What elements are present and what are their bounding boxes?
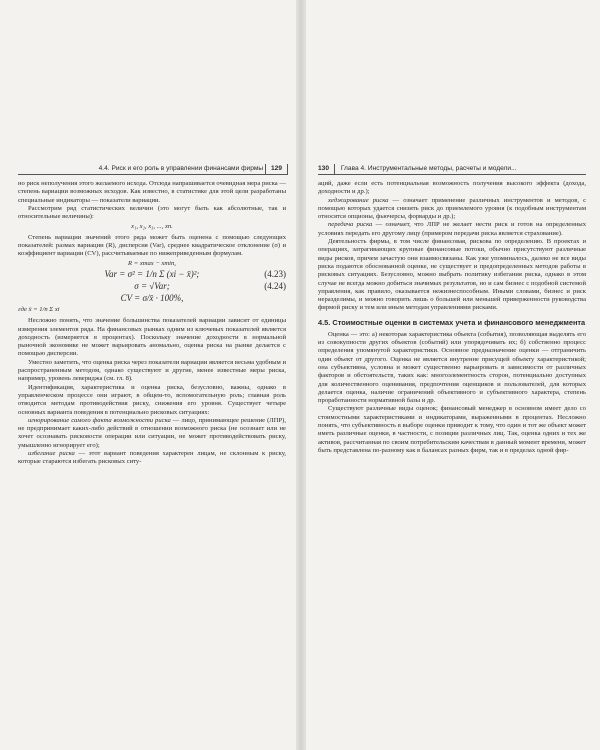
bullet-ignoring-term: игнорирование самого факта возможности риска [28, 416, 171, 424]
left-paragraph-1: но риск неполучения этого желаемого исхода. Отсюда напрашивается очевидная мера риска — степень вариации возможных исходов. Как известно, в статистике для этой цели разработаны специальные индикаторы — показатели вариации. [18, 180, 286, 204]
right-page-number: 130 [318, 164, 335, 174]
right-page-body [318, 180, 586, 455]
bullet-hedging-text: — означает применение различных инструментов и методов, с помощью которых удается снизить риск до приемлемого уровня (к подобным инструментам относятся опционы, фьючерсы, форварды и др.); [318, 196, 587, 221]
cv-formula-text: CV = σ/x̄ · 100%, [120, 292, 184, 303]
bullet-transfer-term: передача риска [328, 221, 373, 229]
cv-formula [18, 293, 286, 304]
left-page-number: 129 [265, 164, 288, 174]
left-running-header [18, 164, 288, 175]
range-formula-text: R = xmax − xmin, [128, 259, 176, 267]
right-paragraph-3: Оценка — это: а) некоторая характеристика объекта (события), позволяющая выделять его из совокупности других объектов (событий) или упорядочивать их; б) собственно процесс определения упомянутой характеристики. Основное предназначение оценки — отграничить один объект от другого. Оценка не является внутренне присущей объекту характеристикой; она субъективна, условна и может существенно варьировать в зависимости от различных факторов и обстоятельств, таких как: многоэлементность сторон, потенциально доступных для количественного оценивания, предпочтения оценщиков и пользователей, для которых делается оценка, наличие ограничений объективного и субъективного характера, степень проработанности нормативной базы и др. [318, 330, 586, 405]
left-header-title: 4.4. Риск и его роль в управлении финансами фирмы [98, 165, 264, 172]
sigma-formula-number: (4.24) [264, 280, 286, 291]
bullet-hedging-term: хеджирование риска [328, 196, 389, 204]
right-paragraph-4: Существуют различные виды оценок; финансовый менеджер в основном имеет дело со стоимостными характеристиками и индикаторами, выраженными в процентах. Несложно понять, что субъективность в выборе оценки приводит к тому, что один и тот же объект может иметь различные оценки, в частности, с позиции различных лиц. Так, оценка одних и тех же активов, рассчитанная по своим потребительским качествам в данный момент времени, может быть представлена по-разному как в балансах разных фирм, так и в пределах одной фир- [318, 405, 586, 454]
sigma-formula [18, 281, 286, 292]
bullet-avoidance-term: избегание риска [28, 450, 75, 458]
section-heading: 4.5. Стоимостные оценки в системах учета и финансового менеджмента [318, 317, 586, 327]
bullet-ignoring-text: — лицо, принимающее решение (ЛПР), не предпринимает каких-либо действий в отношении возможного риска (не осознает или не хочет осознавать рисковости операции или ситуации, не может противодействовать риску, умышленно игнорирует его); [18, 416, 287, 449]
right-paragraph-2: Деятельность фирмы, в том числе финансовая, рискова по определению. В проектах и операциях, затрагивающих крупные финансовые потоки, обычно присутствуют различные виды рисков, причем зачастую они взаимосвязаны. Как уже упоминалось, далеко не все виды риска подаются обоснованной оценке, не существует и предопределенных методов работы в рисковых ситуациях. Безусловно, можно выбрать политику избегания риска, однако в этом случае не всегда можно добиться значимых результатов, но и сам бизнес с подобной системой управления, как правило, оказывается нежизнеспособным. Иными словами, бизнес и риск неразделимы, и можно говорить лишь о большей или меньшей приверженности руководства фирмой риску и тем или иным методам управлениями рисками. [318, 238, 586, 312]
bullet-avoidance-text: — этот вариант поведения характерен лицам, не склонным к риску, которые стараются избегать рисковых ситу- [18, 450, 286, 466]
variance-formula [18, 269, 286, 280]
book-gutter [296, 0, 306, 750]
bullet-transfer-text: — означает, что ЛПР не желает нести риск и готов на определенных условиях передать его другому лицу (примером передачи риска является страхование). [318, 221, 587, 237]
series-formula: x₁, x₂, x₃, ..., xn. [131, 223, 173, 231]
left-page-body [18, 180, 286, 467]
bullet-ignoring [18, 417, 286, 450]
right-header-title: Глава 4. Инструментальные методы, расчеты и модели... [340, 165, 517, 172]
bullet-hedging [318, 197, 586, 222]
left-paragraph-5: Уместно заметить, что оценка риска через показатели вариации является весьма удобным и распространенным методом, однако существуют и другие, менее известные меры риска, например, уровень левериджа (см. гл. 8). [18, 358, 286, 383]
variance-formula-text: Var = σ² = 1/n Σ (xi − x̄)²; [104, 268, 200, 279]
left-paragraph-6: Идентификация, характеристика и оценка риска, безусловно, важны, однако в управленческом процессе они играют, в общем-то, вспомогательную роль; главная роль отводится методам противодействия риску, снижения его уровня. Существует четыре основных варианта поведения в потенциально рисковых ситуациях: [18, 383, 286, 416]
variance-formula-number: (4.23) [264, 268, 286, 279]
range-formula [18, 260, 286, 268]
right-paragraph-1: аций, даже если есть потенциальная возможность получения высокого эффекта (дохода, доходности и др.); [318, 180, 586, 196]
right-running-header [318, 164, 586, 175]
left-paragraph-2: Рассмотрим ряд статистических величин (это могут быть как абсолютные, так и относительные величины): [18, 204, 286, 221]
left-paragraph-4: Несложно понять, что значение большинства показателей вариации зависит от единицы измерения элементов ряда. На финансовых рынках одним из ключевых показателей является доходность (измеряется в процентах). Поскольку значение доходности в нормальной рыночной экономике не может варьировать аномально, оценка риска на рынке делается с помощью дисперсии. [18, 317, 286, 358]
sigma-formula-text: σ = √Var; [134, 280, 170, 291]
bullet-transfer [318, 221, 586, 238]
bullet-avoidance [18, 450, 286, 467]
mean-formula: где x̄ = 1/n Σ xi [18, 305, 60, 313]
left-paragraph-3: Степень вариации значений этого ряда может быть оценена с помощью следующих показателей: размах вариации (R), дисперсия (Var), среднее квадратическое отклонение (σ) и коэффициент вариации (CV), рассчитываемые по нижеприведенным формулам. [18, 233, 286, 258]
